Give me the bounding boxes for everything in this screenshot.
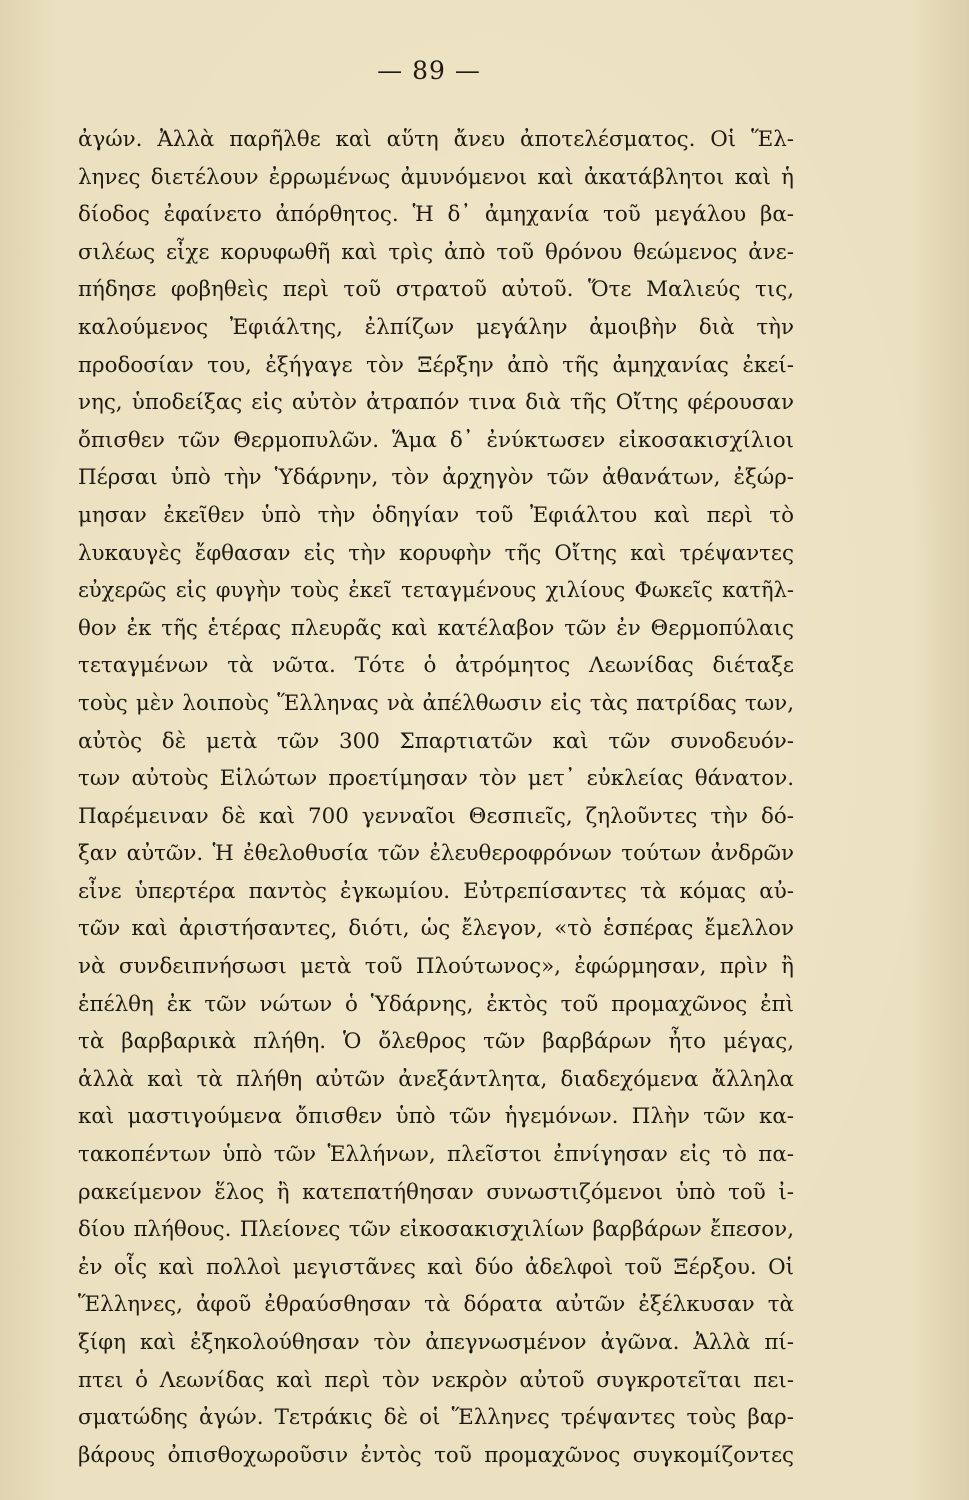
text-line: Πέρσαι ὑπὸ τὴν Ὑδάρνην, τὸν ἀρχηγὸν τῶν ἀθανάτων, ἐξώρ- <box>78 465 794 491</box>
text-line: ρακείμενον ἕλος ἢ κατεπατήθησαν συνωστιζόμενοι ὑπὸ τοῦ ἰ- <box>78 1179 794 1205</box>
text-line: πτει ὁ Λεωνίδας καὶ περὶ τὸν νεκρὸν αὐτοῦ συγκροτεῖται πει- <box>78 1367 794 1393</box>
text-line: δίου πλήθους. Πλείονες τῶν εἰκοσακισχιλίων βαρβάρων ἔπεσον, <box>78 1217 794 1243</box>
text-line: σματώδης ἀγών. Τετράκις δὲ οἱ Ἕλληνες τρέψαντες τοὺς βαρ- <box>78 1405 794 1431</box>
text-line: αὐτὸς δὲ μετὰ τῶν 300 Σπαρτιατῶν καὶ τῶν συνοδευόν- <box>78 728 794 754</box>
text-line: βάρους ὀπισθοχωροῦσιν ἐντὸς τοῦ προμαχῶνος συγκομίζοντες <box>78 1442 794 1468</box>
text-line: τῶν καὶ ἀριστήσαντες, διότι, ὡς ἔλεγον, «τὸ ἑσπέρας ἔμελλον <box>78 916 794 942</box>
text-line: ἐν οἷς καὶ πολλοὶ μεγιστᾶνες καὶ δύο ἀδελφοὶ τοῦ Ξέρξου. Οἱ <box>78 1254 794 1280</box>
text-line: τακοπέντων ὑπὸ τῶν Ἑλλήνων, πλεῖστοι ἐπνίγησαν εἰς τὸ πα- <box>78 1142 794 1168</box>
text-line: ἀλλὰ καὶ τὰ πλήθη αὐτῶν ἀνεξάντλητα, διαδεχόμενα ἄλληλα <box>78 1066 794 1092</box>
text-line: νὰ συνδειπνήσωσι μετὰ τοῦ Πλούτωνος», ἐφώρμησαν, πρὶν ἢ <box>78 954 794 980</box>
text-line: θον ἐκ τῆς ἑτέρας πλευρᾶς καὶ κατέλαβον τῶν ἐν Θερμοπύλαις <box>78 615 794 641</box>
text-line: πήδησε φοβηθεὶς περὶ τοῦ στρατοῦ αὐτοῦ. Ὅτε Μαλιεύς τις, <box>78 277 794 303</box>
text-line: τεταγμένων τὰ νῶτα. Τότε ὁ ἀτρόμητος Λεωνίδας διέταξε <box>78 653 794 679</box>
body-text <box>78 121 794 1474</box>
text-line: δίοδος ἐφαίνετο ἀπόρθητος. Ἡ δ᾽ ἀμηχανία τοῦ μεγάλου βα- <box>78 202 794 228</box>
text-line: λυκαυγὲς ἔφθασαν εἰς τὴν κορυφὴν τῆς Οἴτης καὶ τρέψαντες <box>78 540 794 566</box>
text-line: τὰ βαρβαρικὰ πλήθη. Ὁ ὄλεθρος τῶν βαρβάρων ἦτο μέγας, <box>78 1029 794 1055</box>
text-line: ἀγών. Ἀλλὰ παρῆλθε καὶ αὕτη ἄνευ ἀποτελέσματος. Οἱ Ἕλ- <box>78 127 794 152</box>
page-number: — 89 — <box>377 56 481 85</box>
text-line: προδοσίαν του, ἐξήγαγε τὸν Ξέρξην ἀπὸ τῆς ἀμηχανίας ἐκεί- <box>78 352 794 378</box>
text-line: Ἕλληνες, ἀφοῦ ἐθραύσθησαν τὰ δόρατα αὐτῶν ἐξέλκυσαν τὰ <box>78 1292 794 1318</box>
text-line: ὄπισθεν τῶν Θερμοπυλῶν. Ἅμα δ᾽ ἐνύκτωσεν εἰκοσακισχίλιοι <box>78 427 794 453</box>
text-line: εἶνε ὑπερτέρα παντὸς ἐγκωμίου. Εὐτρεπίσαντες τὰ κόμας αὐ- <box>78 878 794 904</box>
text-line: νης, ὑποδείξας εἰς αὐτὸν ἀτραπόν τινα διὰ τῆς Οἴτης φέρουσαν <box>78 390 794 416</box>
text-line: ληνες διετέλουν ἐρρωμένως ἀμυνόμενοι καὶ ἀκατάβλητοι καὶ ἡ <box>78 164 794 190</box>
text-line: των αὐτοὺς Εἱλώτων προετίμησαν τὸν μετ᾽ εὐκλείας θάνατον. <box>78 766 794 792</box>
text-line: εὐχερῶς εἰς φυγὴν τοὺς ἐκεῖ τεταγμένους χιλίους Φωκεῖς κατῆλ- <box>78 578 794 603</box>
text-line: καὶ μαστιγούμενα ὄπισθεν ὑπὸ τῶν ἡγεμόνων. Πλὴν τῶν κα- <box>78 1104 794 1130</box>
text-line: ξαν αὐτῶν. Ἡ ἐθελοθυσία τῶν ἐλευθεροφρόνων τούτων ἀνδρῶν <box>78 841 794 867</box>
text-line: Παρέμειναν δὲ καὶ 700 γενναῖοι Θεσπιεῖς, ζηλοῦντες τὴν δό- <box>78 803 794 829</box>
text-line: σιλέως εἶχε κορυφωθῆ καὶ τρὶς ἀπὸ τοῦ θρόνου θεώμενος ἀνε- <box>78 239 794 265</box>
text-line: καλούμενος Ἐφιάλτης, ἐλπίζων μεγάλην ἀμοιβὴν διὰ τὴν <box>78 314 794 340</box>
text-line: τοὺς μὲν λοιποὺς Ἕλληνας νὰ ἀπέλθωσιν εἰς τὰς πατρίδας των, <box>78 690 794 716</box>
text-line: ἐπέλθη ἐκ τῶν νώτων ὁ Ὑδάρνης, ἐκτὸς τοῦ προμαχῶνος ἐπὶ <box>78 991 794 1017</box>
text-line: μησαν ἐκεῖθεν ὑπὸ τὴν ὁδηγίαν τοῦ Ἐφιάλτου καὶ περὶ τὸ <box>78 502 794 528</box>
text-line: ξίφη καὶ ἐξηκολούθησαν τὸν ἀπεγνωσμένον ἀγῶνα. Ἀλλὰ πί- <box>78 1330 794 1355</box>
